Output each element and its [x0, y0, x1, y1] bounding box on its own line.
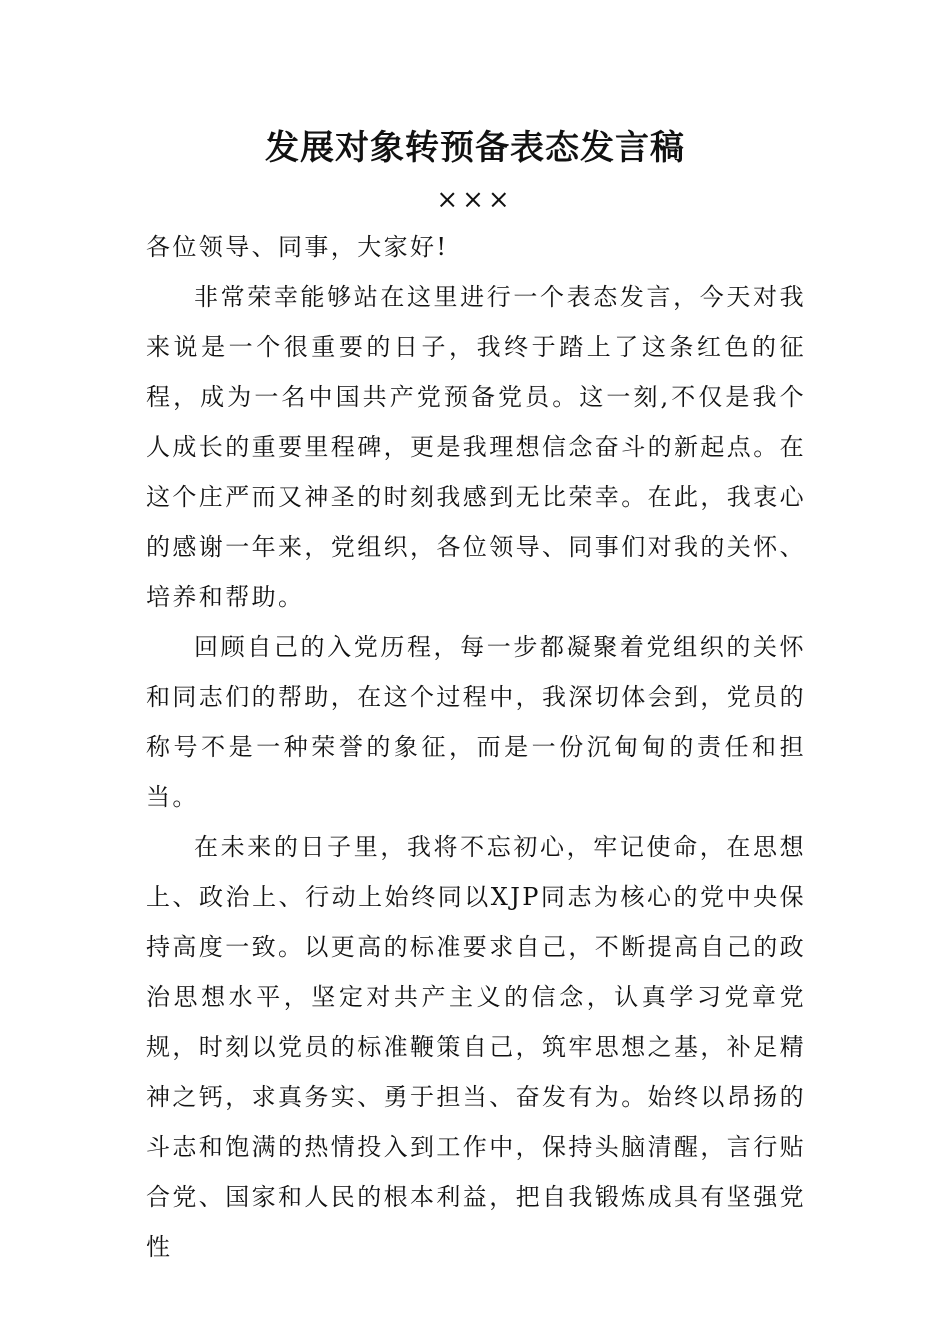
document-author: ××× — [436, 185, 514, 215]
paragraph-2: 回顾自己的入党历程，每一步都凝聚着党组织的关怀和同志们的帮助，在这个过程中，我深切体会到，党员的称号不是一种荣誉的象征，而是一份沉甸甸的责任和担当。 — [146, 633, 806, 811]
paragraph-3: 在未来的日子里，我将不忘初心，牢记使命，在思想上、政治上、行动上始终同以XJP同志为核心的党中央保持高度一致。以更高的标准要求自己，不断提高自己的政治思想水平，坚定对共产主义的信念，认真学习党章党规，时刻以党员的标准鞭策自己，筑牢思想之基，补足精神之钙，求真务实、勇于担当、奋发有为。始终以昂扬的斗志和饱满的热情投入到工作中，保持头脑清醒，言行贴合党、国家和人民的根本利益，把自我锻炼成具有坚强党性 — [146, 833, 806, 1261]
document-title: 发展对象转预备表态发言稿 — [265, 128, 685, 168]
paragraph-1: 非常荣幸能够站在这里进行一个表态发言，今天对我来说是一个很重要的日子，我终于踏上了这条红色的征程，成为一名中国共产党预备党员。这一刻,不仅是我个人成长的重要里程碑，更是我理想信念奋斗的新起点。在这个庄严而又神圣的时刻我感到无比荣幸。在此，我衷心的感谢一年来，党组织，各位领导、同事们对我的关怀、培养和帮助。 — [146, 283, 806, 611]
document-body — [146, 222, 806, 1272]
salutation: 各位领导、同事，大家好! — [146, 233, 449, 261]
